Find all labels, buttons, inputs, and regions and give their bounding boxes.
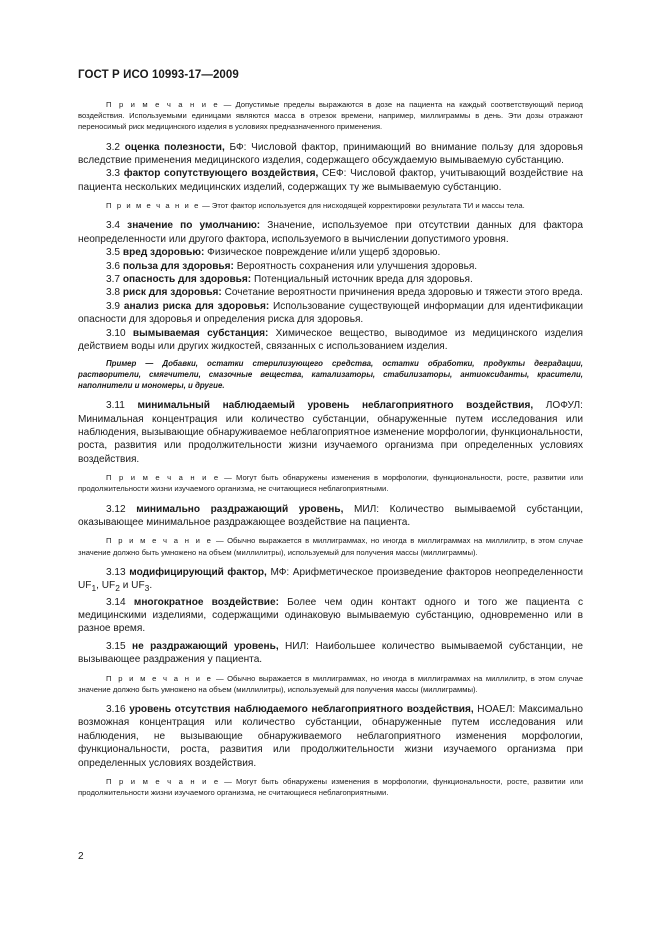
definition-3-9: 3.9 анализ риска для здоровья: Использование существующей информации для идентификации опасности для здоровья и определения риска для здоровья. — [78, 300, 583, 326]
definition-3-16: 3.16 уровень отсутствия наблюдаемого неблагоприятного воздействия, НОАЕЛ: Максимально возможная концентрация или количество субстанции, обнаруженные путем исследования или наблюдения, не вызывающие обнаруживаемого неблагоприятного изменения морфологии, функциональности, роста, развития или продолжительности жизни изучаемого организма при определенных условиях воздействия. — [78, 704, 583, 769]
note-label: П р и м е ч а н и е — [106, 201, 200, 211]
definition-3-12: 3.12 минимально раздражающий уровень, МИЛ: Количество вымываемой субстанции, оказывающее минимальное раздражающее воздействие на пациента. — [78, 503, 583, 528]
definition-3-4: 3.4 значение по умолчанию: Значение, используемое при отсутствии данных для фактора неопределенности или другого фактора, используемого в вычислении допустимого уровня. — [78, 220, 583, 245]
term: модифицирующий фактор, — [129, 566, 267, 578]
note: П р и м е ч а н и е — Обычно выражается в миллиграммах, но иногда в миллиграммах на миллилитр, в этом случае значение должно быть умножено на объем (миллилитры), используемый для получения массы (миллиграммы). — [78, 673, 584, 694]
term: вымываемая субстанция: — [132, 327, 269, 339]
definition-3-3: 3.3 фактор сопутствующего воздействия, СЕФ: Числовой фактор, учитывающий воздействие на пациента нескольких медицинских изделий, содержащих ту же вымываемую субстанцию. — [78, 168, 583, 193]
definition-3-14: 3.14 многократное воздействие: Более чем один контакт одного и того же пациента с медицинскими изделиями, содержащими одинаковую вымываемую субстанцию, одновременно или в разное время. — [78, 596, 583, 635]
definition-3-11: 3.11 минимальный наблюдаемый уровень неблагоприятного воздействия, ЛОФУЛ: Минимальная концентрация или количество субстанции, обнаруженные путем исследования или наблюдения, вызывающие обнаруживаемое неблагоприятное изменение морфологии, функциональности, роста, развития или продолжительности жизни изучаемого организма при определенных условиях воздействия. — [78, 400, 583, 465]
term: опасность для здоровья: — [122, 274, 252, 286]
term: вред здоровью: — [122, 247, 205, 259]
definition-3-10: 3.10 вымываемая субстанция: Химическое вещество, выводимое из медицинского изделия действием воды или других жидкостей, связанных с использованием изделия. — [78, 327, 583, 353]
term: не раздражающий уровень, — [132, 640, 279, 652]
definition-3-5: 3.5 вред здоровью: Физическое повреждение и/или ущерб здоровью. — [106, 247, 441, 259]
term: риск для здоровья: — [122, 287, 222, 299]
definition-3-2: 3.2 оценка полезности, БФ: Числовой фактор, принимающий во внимание пользу для здоровья вследствие применения медицинского изделия, содержащего обсуждаемую вымываемую субстанцию. — [78, 141, 583, 167]
term: польза для здоровья: — [122, 260, 234, 272]
note-label: П р и м е ч а н и е — [106, 536, 213, 546]
term: оценка полезности, — [124, 141, 225, 153]
definition-3-8: 3.8 риск для здоровья: Сочетание вероятности причинения вреда здоровью и тяжести этого вреда. — [106, 287, 583, 299]
note-label: П р и м е ч а н и е — [106, 473, 220, 483]
definition-3-7: 3.7 опасность для здоровья: Потенциальный источник вреда для здоровья. — [106, 274, 473, 286]
note-label: П р и м е ч а н и е — [106, 777, 220, 787]
definition-3-15: 3.15 не раздражающий уровень, НИЛ: Наибольшее количество вымываемой субстанции, не вызывающее раздражения у пациента. — [78, 640, 583, 666]
term: минимально раздражающий уровень, — [136, 503, 344, 515]
example: Пример — Добавки, остатки стерилизующего средства, остатки обработки, продукты деградации, растворители, смягчители, смазочные вещества, катализаторы, стабилизаторы, антиоксиданты, красители, наполнители и мономеры, и другие. — [78, 358, 583, 390]
term: уровень отсутствия наблюдаемого неблагоприятного воздействия, — [129, 704, 474, 716]
note: П р и м е ч а н и е — Могут быть обнаружены изменения в морфологии, функциональности, росте, развитии или продолжительности жизни изучаемого организма, не считающиеся неблагоприятными. — [78, 473, 584, 494]
note-label: П р и м е ч а н и е — [106, 100, 220, 109]
term: значение по умолчанию: — [127, 220, 261, 232]
definition-3-13: 3.13 модифицирующий фактор, МФ: Арифметическое произведение факторов неопределенности $UF_1$, $UF_2$ и $UF_3$. — [78, 566, 584, 594]
document-body — [78, 99, 583, 798]
note: П р и м е ч а н и е — Обычно выражается в миллиграммах, но иногда в миллиграммах на миллилитр, в этом случае значение должно быть умножено на объем (миллилитры), используемый для получения массы (миллиграммы). — [78, 536, 584, 557]
note: П р и м е ч а н и е — Могут быть обнаружены изменения в морфологии, функциональности, росте, развитии или продолжительности жизни изучаемого организма, не считающиеся неблагоприятными. — [78, 777, 584, 798]
term: фактор сопутствующего воздействия, — [123, 168, 319, 180]
note-label: П р и м е ч а н и е — [106, 673, 213, 683]
term: многократное воздействие: — [133, 596, 279, 608]
note: П р и м е ч а н и е — Этот фактор используется для нисходящей корректировки результата ТИ и массы тела. — [106, 201, 525, 211]
term: анализ риска для здоровья: — [123, 300, 270, 312]
definition-3-6: 3.6 польза для здоровья: Вероятность сохранения или улучшения здоровья. — [106, 260, 478, 272]
page-header: ГОСТ Р ИСО 10993-17—2009 — [78, 69, 239, 81]
note: П р и м е ч а н и е — Допустимые пределы выражаются в дозе на пациента на каждый соответствующий период воздействия. Используемыми единицами являются масса в отрезок времени, например, миллиграммы в день. Эти дозы отражают переносимый риск медицинского изделия в условиях предназначенного применения. — [78, 100, 584, 132]
term: минимальный наблюдаемый уровень неблагоприятного воздействия, — [137, 400, 534, 412]
page-number: 2 — [78, 851, 84, 862]
